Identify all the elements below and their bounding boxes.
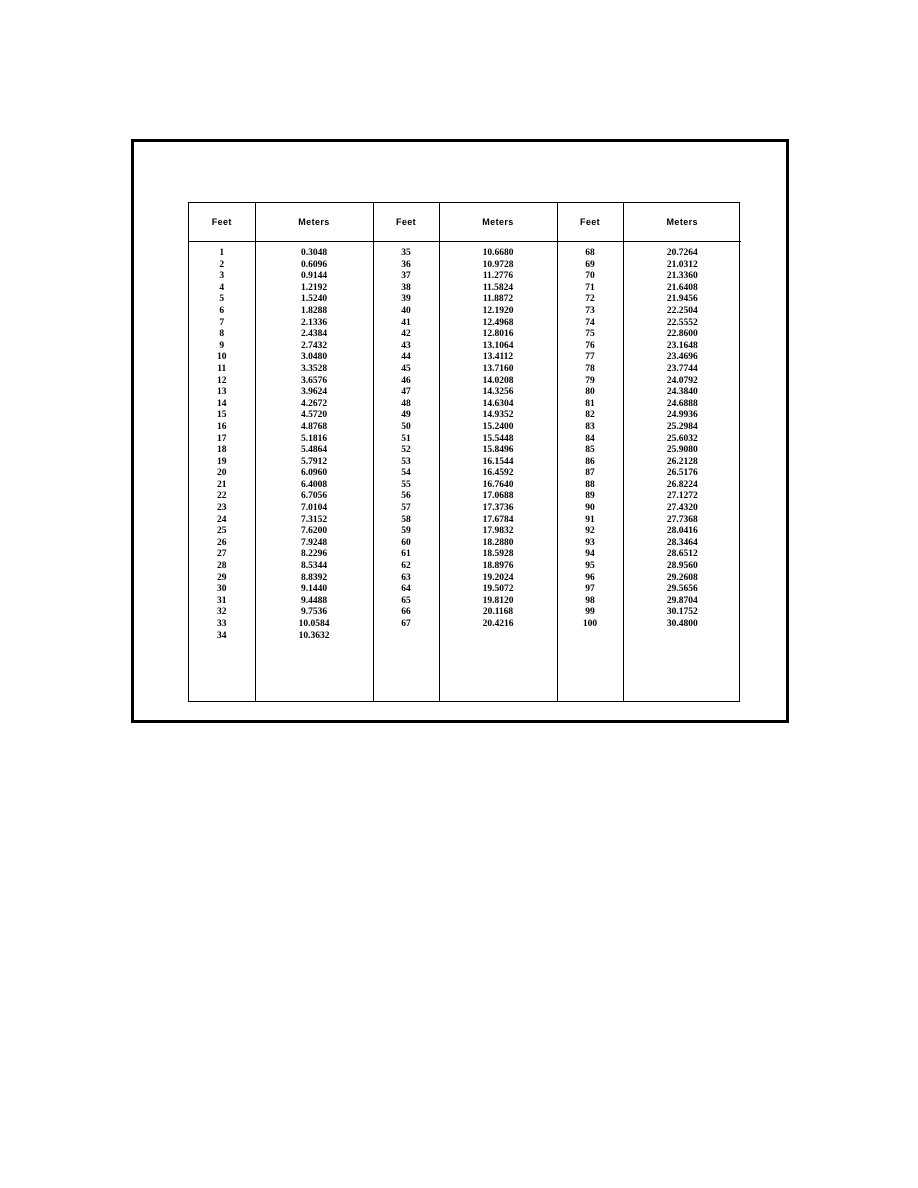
table-cell-value: 88 [585, 479, 595, 490]
table-cell-value: 21.9456 [666, 294, 698, 305]
table-cell-value: 15.5448 [482, 433, 514, 444]
table-cell-value: 60 [401, 537, 411, 548]
table-cell-value: 19.5072 [482, 584, 514, 595]
table-cell-value: 5.4864 [300, 445, 328, 456]
table-cell-value: 24.9936 [666, 410, 698, 421]
table-cell-value: 29 [217, 572, 227, 583]
table-cell-value: 34 [217, 630, 227, 641]
table-cell-value: 17.9832 [482, 526, 514, 537]
column-header-meters-1: Meters [255, 203, 373, 242]
table-cell-value: 77 [585, 352, 595, 363]
table-cell-value: 26.5176 [666, 468, 698, 479]
table-cell-value: 25.2984 [666, 421, 698, 432]
table-cell-value: 17 [217, 433, 227, 444]
table-cell-value: 70 [585, 271, 595, 282]
table-cell-value: 28.0416 [666, 526, 698, 537]
table-cell-value: 24.0792 [666, 375, 698, 386]
table-cell-value: 32 [217, 607, 227, 618]
column-header-feet-2: Feet [373, 203, 439, 242]
table-cell-value: 10.3632 [298, 630, 330, 641]
table-cell-value: 29.5656 [666, 584, 698, 595]
table-cell-value: 20 [217, 468, 227, 479]
table-cell-value: 46 [401, 375, 411, 386]
table-cell-value: 54 [401, 468, 411, 479]
table-cell-value: 66 [401, 607, 411, 618]
table-cell-value: 93 [585, 537, 595, 548]
table-cell-value: 7.9248 [300, 537, 328, 548]
table-cell-value: 28.6512 [666, 549, 698, 560]
column-header-meters-3: Meters [623, 203, 741, 242]
table-header-row [189, 203, 741, 242]
table-cell-value: 22.2504 [666, 305, 698, 316]
table-cell-value: 13.4112 [482, 352, 514, 363]
table-cell-value: 23.1648 [666, 340, 698, 351]
table-cell-value: 3 [219, 271, 225, 282]
table-cell-value: 22.8600 [666, 329, 698, 340]
table-cell-value: 19 [217, 456, 227, 467]
table-cell-value: 0.6096 [300, 259, 328, 270]
table-cell-value: 38 [401, 282, 411, 293]
table-cell-value: 75 [585, 329, 595, 340]
table-cell-value: 61 [401, 549, 411, 560]
table-cell-value: 50 [401, 421, 411, 432]
table-cell-value: 96 [585, 572, 595, 583]
table-cell-value: 12 [217, 375, 227, 386]
table-cell-value: 27 [217, 549, 227, 560]
table-cell-value: 55 [401, 479, 411, 490]
table-cell-value: 11.8872 [482, 294, 514, 305]
table-cell-value: 63 [401, 572, 411, 583]
conversion-table-box [188, 202, 740, 702]
meters-values-group-1 [256, 242, 373, 642]
table-cell-value: 68 [585, 248, 595, 258]
table-cell-value: 21 [217, 479, 227, 490]
table-cell-value: 11.2776 [482, 271, 514, 282]
table-cell-value: 1.2192 [300, 282, 328, 293]
cell-meters-group-1 [255, 242, 373, 702]
table-cell-value: 20.4216 [482, 619, 514, 629]
table-cell-value: 14.6304 [482, 398, 514, 409]
table-cell-value: 43 [401, 340, 411, 351]
table-cell-value: 64 [401, 584, 411, 595]
table-cell-value: 24.6888 [666, 398, 698, 409]
table-cell-value: 17.6784 [482, 514, 514, 525]
column-header-feet-1: Feet [189, 203, 255, 242]
table-cell-value: 52 [401, 445, 411, 456]
table-cell-value: 20.1168 [482, 607, 514, 618]
table-cell-value: 3.0480 [300, 352, 328, 363]
table-cell-value: 51 [401, 433, 411, 444]
table-cell-value: 8 [219, 329, 225, 340]
meters-values-group-3 [624, 242, 742, 631]
table-cell-value: 21.3360 [666, 271, 698, 282]
table-cell-value: 42 [401, 329, 411, 340]
table-cell-value: 2 [219, 259, 225, 270]
table-cell-value: 87 [585, 468, 595, 479]
table-cell-value: 23 [217, 503, 227, 514]
table-cell-value: 14.9352 [482, 410, 514, 421]
table-cell-value: 84 [585, 433, 595, 444]
table-cell-value: 8.2296 [300, 549, 328, 560]
table-cell-value: 29.2608 [666, 572, 698, 583]
table-cell-value: 4.8768 [300, 421, 328, 432]
table-cell-value: 79 [585, 375, 595, 386]
cell-feet-group-3 [557, 242, 623, 702]
table-cell-value: 6 [219, 305, 225, 316]
table-cell-value: 95 [585, 561, 595, 572]
table-cell-value: 29.8704 [666, 595, 698, 606]
table-cell-value: 72 [585, 294, 595, 305]
scanned-page-frame [131, 139, 789, 723]
table-cell-value: 47 [401, 387, 411, 398]
table-cell-value: 5.1816 [300, 433, 328, 444]
feet-values-group-2 [374, 242, 439, 631]
table-cell-value: 59 [401, 526, 411, 537]
table-cell-value: 16.4592 [482, 468, 514, 479]
table-cell-value: 19.2024 [482, 572, 514, 583]
table-cell-value: 1 [219, 248, 225, 258]
table-cell-value: 7.3152 [300, 514, 328, 525]
table-cell-value: 4 [219, 282, 225, 293]
table-cell-value: 56 [401, 491, 411, 502]
table-cell-value: 3.9624 [300, 387, 328, 398]
table-cell-value: 8.5344 [300, 561, 328, 572]
cell-feet-group-2 [373, 242, 439, 702]
table-cell-value: 85 [585, 445, 595, 456]
table-cell-value: 76 [585, 340, 595, 351]
table-cell-value: 0.9144 [300, 271, 328, 282]
table-cell-value: 17.3736 [482, 503, 514, 514]
table-cell-value: 37 [401, 271, 411, 282]
table-cell-value: 27.4320 [666, 503, 698, 514]
table-cell-value: 82 [585, 410, 595, 421]
table-cell-value: 97 [585, 584, 595, 595]
table-cell-value: 28.3464 [666, 537, 698, 548]
table-cell-value: 67 [401, 619, 411, 629]
table-cell-value: 9.7536 [300, 607, 328, 618]
table-cell-value: 24.3840 [666, 387, 698, 398]
table-cell-value: 26 [217, 537, 227, 548]
table-cell-value: 19.8120 [482, 595, 514, 606]
column-header-feet-3: Feet [557, 203, 623, 242]
table-cell-value: 11.5824 [482, 282, 514, 293]
table-cell-value: 13.7160 [482, 363, 514, 374]
table-cell-value: 100 [582, 619, 598, 629]
table-cell-value: 21.6408 [666, 282, 698, 293]
table-cell-value: 30 [217, 584, 227, 595]
cell-meters-group-3 [623, 242, 741, 702]
table-cell-value: 45 [401, 363, 411, 374]
table-cell-value: 23.7744 [666, 363, 698, 374]
table-cell-value: 2.1336 [300, 317, 328, 328]
table-cell-value: 25 [217, 526, 227, 537]
table-cell-value: 16.1544 [482, 456, 514, 467]
meters-values-group-2 [440, 242, 557, 631]
table-cell-value: 62 [401, 561, 411, 572]
table-cell-value: 13.1064 [482, 340, 514, 351]
table-cell-value: 33 [217, 619, 227, 629]
table-cell-value: 49 [401, 410, 411, 421]
table-cell-value: 90 [585, 503, 595, 514]
table-cell-value: 83 [585, 421, 595, 432]
table-cell-value: 48 [401, 398, 411, 409]
table-cell-value: 65 [401, 595, 411, 606]
cell-meters-group-2 [439, 242, 557, 702]
table-cell-value: 53 [401, 456, 411, 467]
table-cell-value: 99 [585, 607, 595, 618]
table-cell-value: 15.8496 [482, 445, 514, 456]
table-cell-value: 25.6032 [666, 433, 698, 444]
table-cell-value: 6.7056 [300, 491, 328, 502]
feet-to-meters-table [189, 203, 741, 701]
table-cell-value: 5.7912 [300, 456, 328, 467]
table-cell-value: 1.8288 [300, 305, 328, 316]
table-cell-value: 18.8976 [482, 561, 514, 572]
table-cell-value: 21.0312 [666, 259, 698, 270]
table-cell-value: 27.1272 [666, 491, 698, 502]
table-cell-value: 15 [217, 410, 227, 421]
table-cell-value: 14.0208 [482, 375, 514, 386]
table-cell-value: 69 [585, 259, 595, 270]
table-cell-value: 12.8016 [482, 329, 514, 340]
table-cell-value: 26.2128 [666, 456, 698, 467]
table-cell-value: 10.9728 [482, 259, 514, 270]
table-cell-value: 71 [585, 282, 595, 293]
table-cell-value: 18.5928 [482, 549, 514, 560]
table-cell-value: 81 [585, 398, 595, 409]
table-cell-value: 27.7368 [666, 514, 698, 525]
table-cell-value: 92 [585, 526, 595, 537]
table-cell-value: 25.9080 [666, 445, 698, 456]
feet-values-group-3 [558, 242, 623, 631]
table-cell-value: 91 [585, 514, 595, 525]
table-cell-value: 5 [219, 294, 225, 305]
table-cell-value: 74 [585, 317, 595, 328]
table-cell-value: 30.1752 [666, 607, 698, 618]
table-cell-value: 1.5240 [300, 294, 328, 305]
table-cell-value: 10.6680 [482, 248, 514, 258]
table-cell-value: 58 [401, 514, 411, 525]
table-cell-value: 9.1440 [300, 584, 328, 595]
table-cell-value: 2.4384 [300, 329, 328, 340]
table-cell-value: 18.2880 [482, 537, 514, 548]
table-cell-value: 14 [217, 398, 227, 409]
table-cell-value: 30.4800 [666, 619, 698, 629]
table-cell-value: 31 [217, 595, 227, 606]
table-cell-value: 78 [585, 363, 595, 374]
table-cell-value: 98 [585, 595, 595, 606]
table-cell-value: 36 [401, 259, 411, 270]
table-cell-value: 17.0688 [482, 491, 514, 502]
table-cell-value: 7 [219, 317, 225, 328]
table-cell-value: 28.9560 [666, 561, 698, 572]
table-cell-value: 9.4488 [300, 595, 328, 606]
table-cell-value: 8.8392 [300, 572, 328, 583]
table-cell-value: 10.0584 [298, 619, 330, 629]
table-cell-value: 44 [401, 352, 411, 363]
table-body-row [189, 242, 741, 702]
table-cell-value: 12.4968 [482, 317, 514, 328]
table-cell-value: 23.4696 [666, 352, 698, 363]
table-cell-value: 28 [217, 561, 227, 572]
table-cell-value: 15.2400 [482, 421, 514, 432]
cell-feet-group-1 [189, 242, 255, 702]
column-header-meters-2: Meters [439, 203, 557, 242]
table-cell-value: 86 [585, 456, 595, 467]
table-cell-value: 12.1920 [482, 305, 514, 316]
table-cell-value: 24 [217, 514, 227, 525]
table-cell-value: 40 [401, 305, 411, 316]
table-cell-value: 80 [585, 387, 595, 398]
table-cell-value: 11 [217, 363, 227, 374]
table-cell-value: 3.6576 [300, 375, 328, 386]
table-cell-value: 10 [217, 352, 227, 363]
table-cell-value: 41 [401, 317, 411, 328]
table-cell-value: 3.3528 [300, 363, 328, 374]
table-cell-value: 6.4008 [300, 479, 328, 490]
table-cell-value: 35 [401, 248, 411, 258]
table-cell-value: 18 [217, 445, 227, 456]
table-cell-value: 7.6200 [300, 526, 328, 537]
table-cell-value: 4.5720 [300, 410, 328, 421]
table-cell-value: 6.0960 [300, 468, 328, 479]
table-cell-value: 20.7264 [666, 248, 698, 258]
feet-values-group-1 [189, 242, 255, 642]
table-cell-value: 4.2672 [300, 398, 328, 409]
table-cell-value: 16 [217, 421, 227, 432]
table-cell-value: 22 [217, 491, 227, 502]
table-cell-value: 89 [585, 491, 595, 502]
table-cell-value: 0.3048 [300, 248, 328, 258]
table-cell-value: 16.7640 [482, 479, 514, 490]
table-cell-value: 7.0104 [300, 503, 328, 514]
table-cell-value: 9 [219, 340, 225, 351]
table-cell-value: 26.8224 [666, 479, 698, 490]
table-cell-value: 94 [585, 549, 595, 560]
table-cell-value: 39 [401, 294, 411, 305]
table-cell-value: 14.3256 [482, 387, 514, 398]
table-cell-value: 13 [217, 387, 227, 398]
table-cell-value: 73 [585, 305, 595, 316]
table-cell-value: 2.7432 [300, 340, 328, 351]
table-cell-value: 22.5552 [666, 317, 698, 328]
table-cell-value: 57 [401, 503, 411, 514]
